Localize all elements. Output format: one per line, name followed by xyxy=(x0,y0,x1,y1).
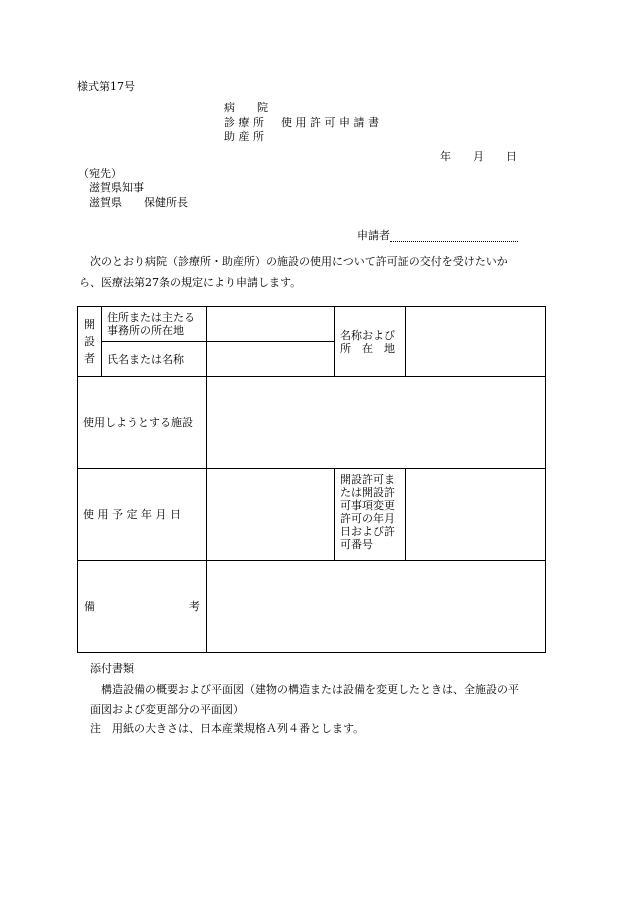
permit-label-line: 日および許 xyxy=(340,525,395,538)
founder-address-field[interactable] xyxy=(207,307,335,342)
founder-char-2: 設 xyxy=(84,335,95,348)
attachments-line-1: 構造設備の概要および平面図（建物の構造または設備を変更したときは、全施設の平 xyxy=(101,683,519,696)
attachments-line-2: 面図および変更部分の平面図） xyxy=(90,703,244,716)
facility-label: 使用しようとする施設 xyxy=(78,377,207,469)
applicant-signature-line[interactable] xyxy=(390,229,518,242)
founder-char-1: 開 xyxy=(84,318,95,331)
permit-field[interactable] xyxy=(406,469,546,561)
title-clinic: 診 療 所 xyxy=(224,116,264,129)
permit-label-line: 可事項変更 xyxy=(340,499,395,512)
schedule-date-field[interactable] xyxy=(207,469,335,561)
facility-field[interactable] xyxy=(207,377,546,469)
founder-label xyxy=(78,307,102,377)
applicant-label: 申請者 xyxy=(357,229,390,242)
remarks-label xyxy=(78,561,207,653)
title-suffix: 使 用 許 可 申 請 書 xyxy=(281,116,379,129)
founder-name-field[interactable] xyxy=(207,342,335,377)
permit-label-line: たは開設許 xyxy=(340,486,395,499)
applicant-block xyxy=(357,229,518,242)
permit-label-line: 開設許可ま xyxy=(340,473,395,486)
permit-label-line: 許可の年月 xyxy=(340,512,395,525)
address-label-line-1: 住所または主たる xyxy=(107,311,195,324)
addressee-label: （宛先） xyxy=(78,167,122,180)
title-midwifery: 助 産 所 xyxy=(224,130,264,143)
address-label xyxy=(102,307,207,342)
application-table xyxy=(77,306,546,653)
remarks-right-char: 考 xyxy=(189,600,200,613)
form-number: 様式第17号 xyxy=(77,80,135,93)
facility-name-location-field[interactable] xyxy=(406,307,546,377)
name-label: 氏名または名称 xyxy=(102,342,207,377)
intro-line-2: ら、医療法第27条の規定により申請します。 xyxy=(79,276,302,289)
addressee-line1: 滋賀県知事 xyxy=(89,181,144,194)
title-hospital: 病 院 xyxy=(224,101,268,114)
facility-name-location-label xyxy=(335,307,406,377)
founder-char-3: 者 xyxy=(84,352,95,365)
schedule-date-label: 使 用 予 定 年 月 日 xyxy=(78,469,207,561)
addressee-line2: 滋賀県 保健所長 xyxy=(89,196,188,209)
address-label-line-2: 事務所の所在地 xyxy=(107,324,184,337)
attachments-title: 添付書類 xyxy=(90,662,134,675)
facility-name-label-line-2: 所 在 地 xyxy=(340,341,395,355)
facility-name-label-line-1: 名称および xyxy=(340,328,395,342)
note: 注 用紙の大きさは、日本産業規格Ａ列４番とします。 xyxy=(90,722,365,735)
intro-line-1: 次のとおり病院（診療所・助産所）の施設の使用について許可証の交付を受けたいか xyxy=(90,255,508,268)
date-line: 年 月 日 xyxy=(440,150,517,163)
permit-label xyxy=(335,469,406,561)
remarks-left-char: 備 xyxy=(84,600,95,613)
remarks-field[interactable] xyxy=(207,561,546,653)
permit-label-line: 可番号 xyxy=(340,538,373,551)
